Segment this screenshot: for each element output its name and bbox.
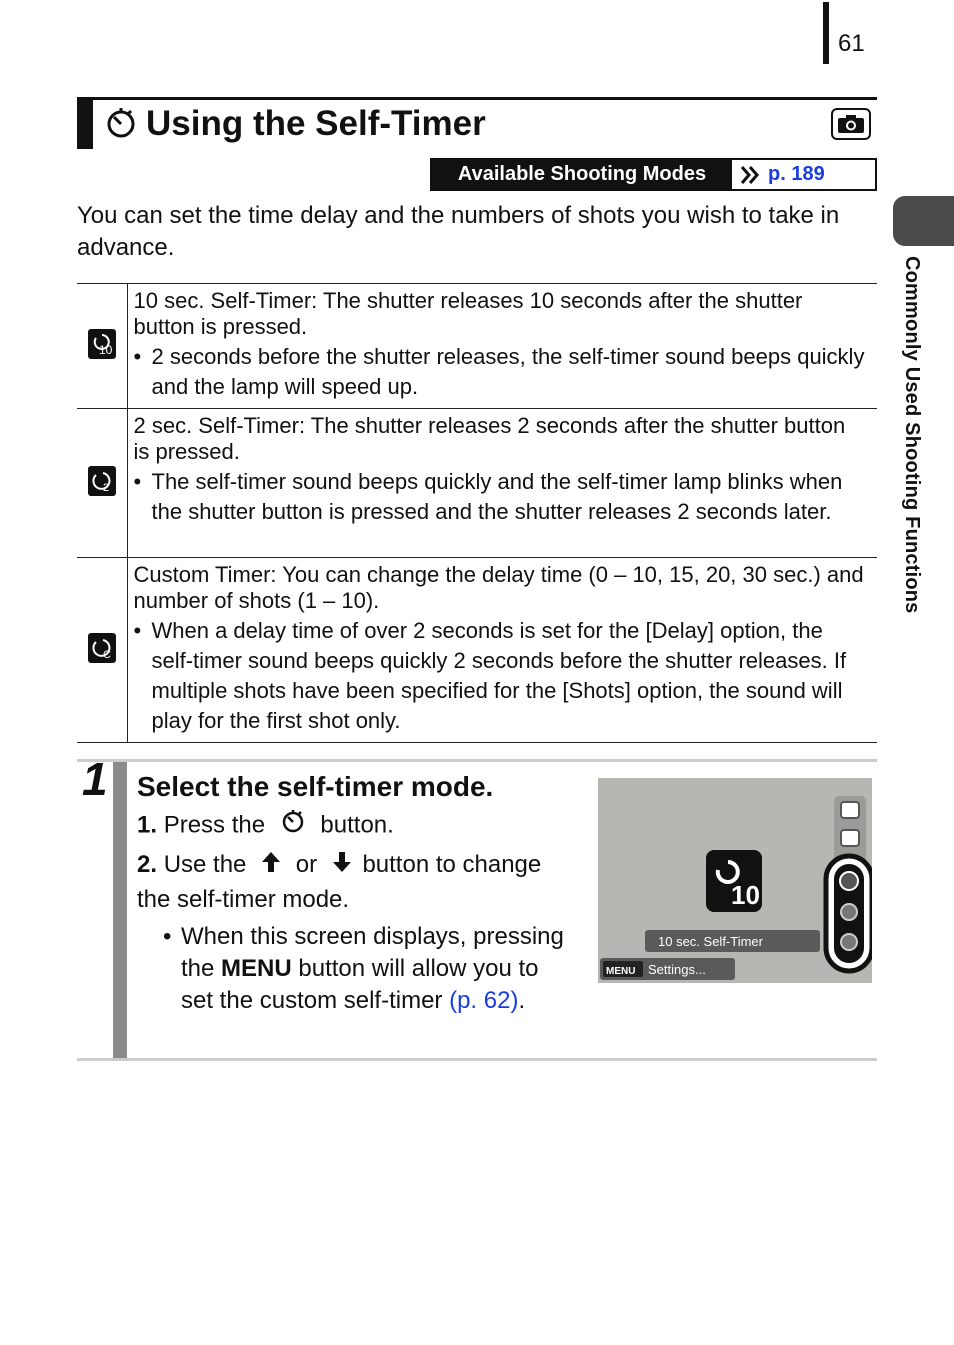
mode-note: When a delay time of over 2 seconds is set for the [Delay] option, the self-timer sound beeps quickly 2 seconds before the shutter releases. If multiple shots have been specified for the [Shots] option, the sound will play for the first shot only.	[151, 618, 847, 733]
camera-screen-illustration	[598, 778, 872, 983]
bullet: •	[133, 469, 142, 494]
self-timer-button-icon	[280, 808, 306, 844]
mode-note: 2 seconds before the shutter releases, the self-timer sound beeps quickly and the lamp will speed up.	[151, 344, 865, 399]
self-timer-icon	[104, 105, 138, 144]
page-marker-bar	[823, 2, 829, 64]
timer-2-icon	[88, 483, 116, 500]
svg-text:C: C	[102, 648, 111, 661]
double-chevron-icon	[732, 160, 768, 189]
mode-description: 10 sec. Self-Timer: The shutter releases 10 seconds after the shutter button is pressed.	[133, 288, 803, 339]
screen-mode-label: 10 sec. Self-Timer	[658, 934, 763, 949]
table-row	[77, 409, 877, 558]
step-bottom-rule	[77, 1058, 877, 1061]
bullet: •	[163, 922, 172, 950]
bullet: •	[133, 618, 142, 643]
screen-settings-label: Settings...	[648, 962, 706, 977]
down-arrow-icon	[332, 849, 352, 883]
timer-custom-icon	[88, 650, 116, 667]
custom-timer-page-link[interactable]: (p. 62)	[449, 986, 519, 1014]
modes-page-link[interactable]: p. 189	[768, 163, 825, 185]
menu-button-label: MENU	[221, 954, 292, 982]
intro-paragraph: You can set the time delay and the numbers of shots you wish to take in advance.	[77, 202, 840, 261]
svg-text:10: 10	[98, 342, 113, 357]
table-row	[77, 558, 877, 743]
step-title: Select the self-timer mode.	[137, 771, 494, 802]
screen-menu-label: MENU	[606, 966, 636, 977]
timer-10-icon	[88, 342, 116, 363]
step-top-rule	[77, 759, 877, 762]
bullet: •	[133, 344, 142, 369]
page-number: 61	[838, 30, 865, 57]
available-modes-label: Available Shooting Modes	[432, 160, 732, 189]
title-rule	[77, 97, 877, 100]
up-arrow-icon	[261, 849, 281, 883]
mode-note: The self-timer sound beeps quickly and the self-timer lamp blinks when the shutter button is pressed and the shutter releases 2 seconds later.	[151, 469, 843, 524]
instruction-2: 2. Use the or button to change the self-timer mode.	[137, 848, 577, 917]
mode-description: 2 sec. Self-Timer: The shutter releases 2 seconds after the shutter button is pressed.	[133, 413, 846, 464]
page-title	[104, 104, 486, 144]
chapter-label: Commonly Used Shooting Functions	[901, 256, 923, 614]
step-instructions	[137, 808, 577, 1017]
step-side-bar	[113, 762, 127, 1058]
timer-modes-table	[77, 283, 877, 743]
table-row	[77, 284, 877, 409]
instruction-note: • When this screen displays, pressing the MENU button will allow you to set the custom self-timer (p. 62).	[163, 921, 577, 1017]
instruction-1: 1. Press the button.	[137, 808, 577, 844]
chapter-tab	[893, 196, 954, 246]
svg-text:10: 10	[731, 880, 760, 910]
available-modes-box	[430, 158, 877, 191]
title-accent	[77, 100, 93, 149]
mode-description: Custom Timer: You can change the delay time (0 – 10, 15, 20, 30 sec.) and number of shots (1 – 10).	[133, 562, 864, 613]
camera-icon	[831, 108, 871, 140]
title-text: Using the Self-Timer	[146, 104, 486, 143]
svg-text:2: 2	[102, 481, 109, 494]
step-number: 1	[82, 753, 108, 805]
